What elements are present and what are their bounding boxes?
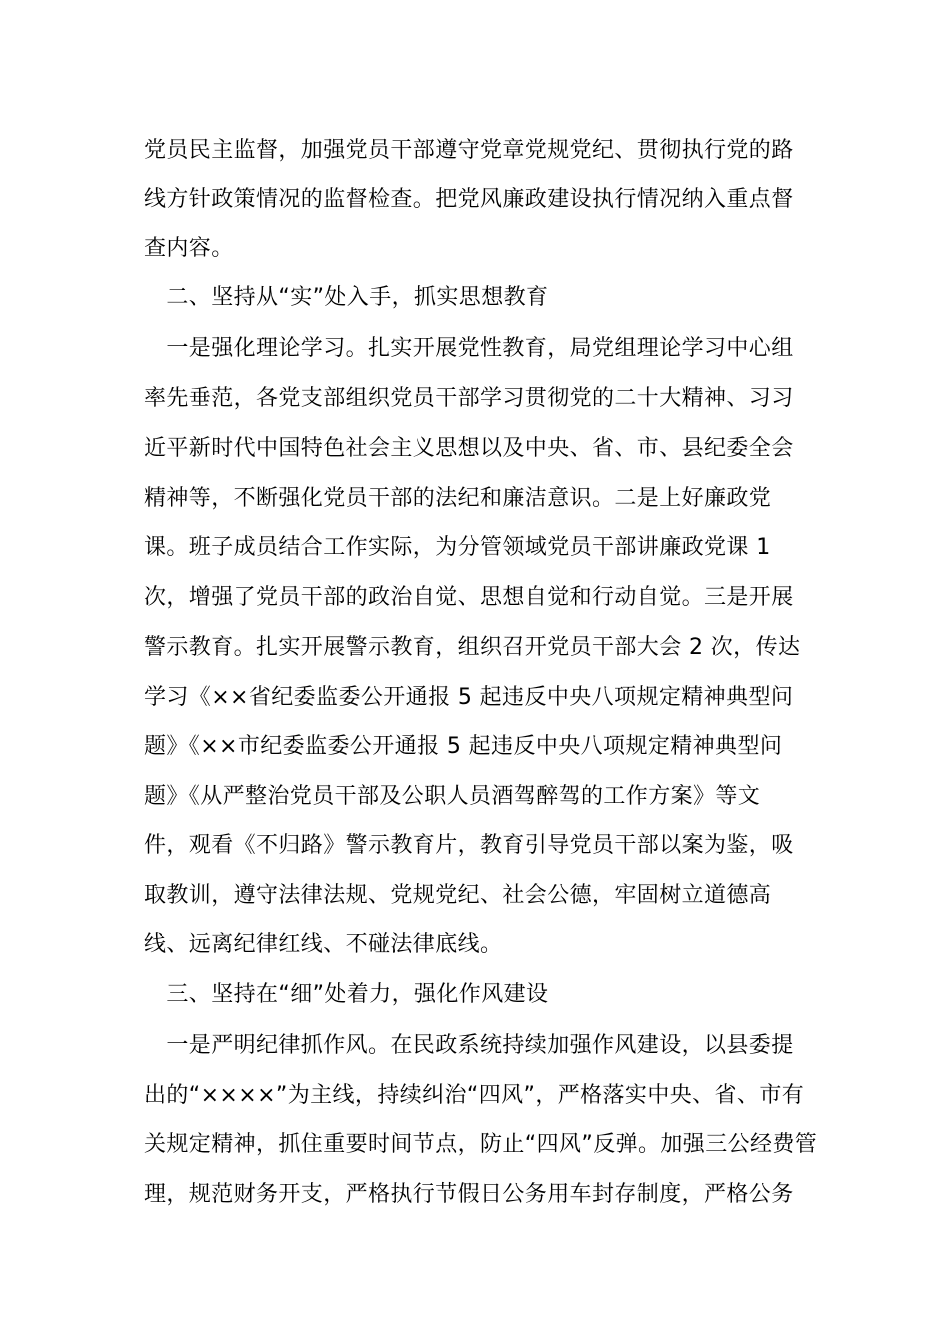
text-line: 题》《××市纪委监委公开通报 5 起违反中央八项规定精神典型问 <box>144 734 783 759</box>
text-line: 查内容。 <box>144 236 234 261</box>
text-line: 精神等，不断强化党员干部的法纪和廉洁意识。二是上好廉政党 <box>144 486 772 511</box>
text-line: 线、远离纪律红线、不碰法律底线。 <box>144 932 503 957</box>
text-line: 一是严明纪律抓作风。在民政系统持续加强作风建设，以县委提 <box>144 1033 794 1058</box>
text-line: 关规定精神，抓住重要时间节点，防止“四风”反弹。加强三公经费管 <box>144 1132 818 1157</box>
text-line: 党员民主监督，加强党员干部遵守党章党规党纪、贯彻执行党的路 <box>144 138 794 163</box>
text-line: 出的“××××”为主线，持续纠治“四风”，严格落实中央、省、市有 <box>144 1083 805 1108</box>
text-line: 警示教育。扎实开展警示教育，组织召开党员干部大会 2 次，传达 <box>144 635 801 660</box>
text-line: 一是强化理论学习。扎实开展党性教育，局党组理论学习中心组 <box>144 336 794 361</box>
text-line: 课。班子成员结合工作实际，为分管领域党员干部讲廉政党课 1 <box>144 535 771 560</box>
text-line: 率先垂范，各党支部组织党员干部学习贯彻党的二十大精神、习习 <box>144 386 794 411</box>
text-line: 次，增强了党员干部的政治自觉、思想自觉和行动自觉。三是开展 <box>144 585 794 610</box>
text-line: 取教训，遵守法律法规、党规党纪、社会公德，牢固树立道德高 <box>144 883 772 908</box>
text-line: 题》《从严整治党员干部及公职人员酒驾醉驾的工作方案》等文 <box>144 784 761 809</box>
text-line: 学习《××省纪委监委公开通报 5 起违反中央八项规定精神典型问 <box>144 685 794 710</box>
text-line: 近平新时代中国特色社会主义思想以及中央、省、市、县纪委全会 <box>144 436 794 461</box>
text-line: 理，规范财务开支，严格执行节假日公务用车封存制度，严格公务 <box>144 1182 794 1207</box>
text-line: 线方针政策情况的监督检查。把党风廉政建设执行情况纳入重点督 <box>144 187 794 212</box>
section-heading: 三、坚持在“细”处着力，强化作风建设 <box>144 982 549 1007</box>
text-line: 件，观看《不归路》警示教育片，教育引导党员干部以案为鉴，吸 <box>144 833 794 858</box>
section-heading: 二、坚持从“实”处入手，抓实思想教育 <box>144 285 549 310</box>
